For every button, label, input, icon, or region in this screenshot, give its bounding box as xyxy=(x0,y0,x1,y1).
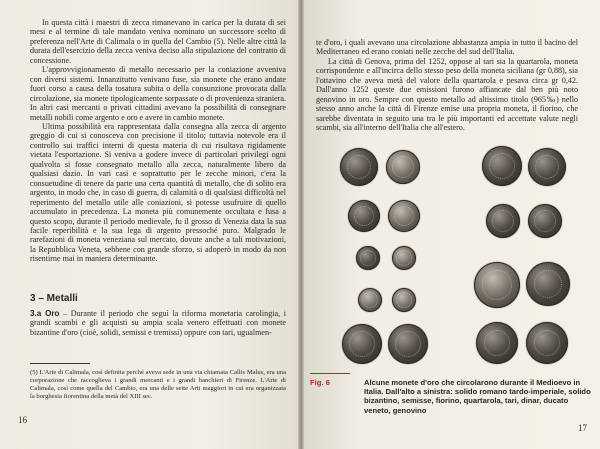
page-number-left: 16 xyxy=(18,415,27,425)
paragraph: te d'oro, i quali avevano una circolazione abbastanza ampia in tutto il bacino del Mediterraneo ed erano coniati nelle zecche del sud dell'Italia. xyxy=(316,38,578,57)
coin-image xyxy=(528,148,566,186)
left-body-text xyxy=(30,18,286,264)
coin-image xyxy=(356,246,380,270)
footnote-rule xyxy=(30,363,90,364)
figure-caption-text: Alcune monete d'oro che circolarono durante il Medioevo in Italia. Dall'alto a sinistra: solido romano tardo-imperiale, solido bizantino, semisse, fiorino, quartarola, tari, dinar, ducato veneto, genovino xyxy=(364,378,591,415)
coin-image xyxy=(526,262,570,306)
coin-image xyxy=(386,150,420,184)
right-body-text xyxy=(316,38,578,133)
page-number-right: 17 xyxy=(578,423,587,433)
paragraph: L'approvvigionamento di metallo necessario per la coniazione avveniva con diversi sistemi. Innanzitutto venivano fuse, sia monete che erano andate fuori corso a causa della tosatura subita o della consunzione provocata dalla circolazione, sia monete tipologicamente sorpassate o di provenienza straniera. In altri casi mercanti o privati cittadini avevano la possibilità di consegnare metalli nobili come argento e oro e avere in cambio monete. xyxy=(30,65,286,122)
coin-image xyxy=(486,204,520,238)
coin-image xyxy=(392,288,416,312)
coin-plate xyxy=(336,142,566,374)
coin-image xyxy=(340,148,378,186)
coin-image xyxy=(342,324,382,364)
footnote: (5) L'Arte di Calimala, così definita perché aveva sede in una via chiamata Callis Malus, era una corporazione che raccoglieva i grandi mercanti e i grandi banchieri di Firenze. L'Arte di Calimala, così come quella del Cambio, era una delle sette Arti maggiori in cui era organizzata la borghesia fiorentina della metà del XIII sec. xyxy=(30,369,286,400)
subsection-body: – Durante il periodo che seguì la riforma monetaria carolingia, i grandi scambi e gli acquisti su ampia scala venero effettuati con monete bizantine d'oro (cioè, solidi, semissi e tremissi) oppure con tari, ugualmen- xyxy=(30,309,286,337)
paragraph: Ultima possibilità era rappresentata dalla consegna alla zecca di argento greggio di cui si conosceva con precisione il titolo; tuttavia notevole era il controllo sui traffici interni di questa materia di cui risultava rigidamente vietata l'esportazione. Si veniva a godere invece di particolari privilegi ogni qualvolta si fosse consegnato metallo alla zecca, naturalmente libero da qualsiasi dazio. In vari casi e soprattutto per le zecche minori, c'era la consuetudine di tenere da parte una certa quantità di metallo, che di solito era argento, in modo che, in caso di guerra, di calamità o di qualsiasi difficoltà nel reperimento del metallo utile alle coniazioni, si potesse usufruire di quello accumulato in precedenza. La moneta più comunemente occultata e fusa a questo scopo, durante il periodo medievale, fu il grosso di Venezia data la sua facile reperibilità e la sua lega di argento pressoché puro. Malgrado le rarefazioni di moneta veneziana sul mercato, dovute anche a tali motivazioni, la Repubblica Veneta, sebbene con grande sforzo, si adoperò in modo da non risentirne mai in maniera determinante. xyxy=(30,121,286,264)
section-heading: 3 – Metalli xyxy=(30,293,78,304)
coin-image xyxy=(358,288,382,312)
subsection-label: 3.a Oro xyxy=(30,309,60,318)
coin-image xyxy=(474,262,520,308)
coin-image xyxy=(526,322,568,364)
coin-image xyxy=(388,324,428,364)
subsection-text xyxy=(30,309,286,337)
figure-label: Fig. 6 xyxy=(310,378,330,387)
coin-image xyxy=(392,246,416,270)
paragraph: In questa città i maestri di zecca rimanevano in carica per la durata di sei mesi e al termine di tale mandato veniva nominato un successore scelto di preferenza nell'Arte di Calimala o in quella del Cambio (5). Nelle altre città la durata dell'esercizio della zecca veniva deciso alla stipulazione del contratto di concessione. xyxy=(30,18,286,65)
coin-image xyxy=(388,200,420,232)
coin-image xyxy=(482,146,522,186)
coin-image xyxy=(528,204,562,238)
book-gutter xyxy=(298,0,304,449)
coin-image xyxy=(348,200,380,232)
paragraph: La città di Genova, prima del 1252, oppose al tari sia la quartarola, moneta corrispondente e all'incirca dello stesso peso della moneta siciliana (gr 0,88), sia l'ottavino che aveva metà del valore della quartarola e pesava circa gr 0,42. Dall'anno 1252 queste due emissioni furono affiancate dal ben più noto genovino in oro. Sempre con questo metallo ad altissimo titolo (965‰) nello stesso anno anche la città di Firenze emise una propria moneta, il fiorino, che sarebbe diventata in seguito una tra le più importanti ed accettate valute negli scambi, sia all'interno dell'Italia che all'estero. xyxy=(316,56,578,133)
coin-image xyxy=(476,322,518,364)
caption-rule xyxy=(310,373,350,374)
